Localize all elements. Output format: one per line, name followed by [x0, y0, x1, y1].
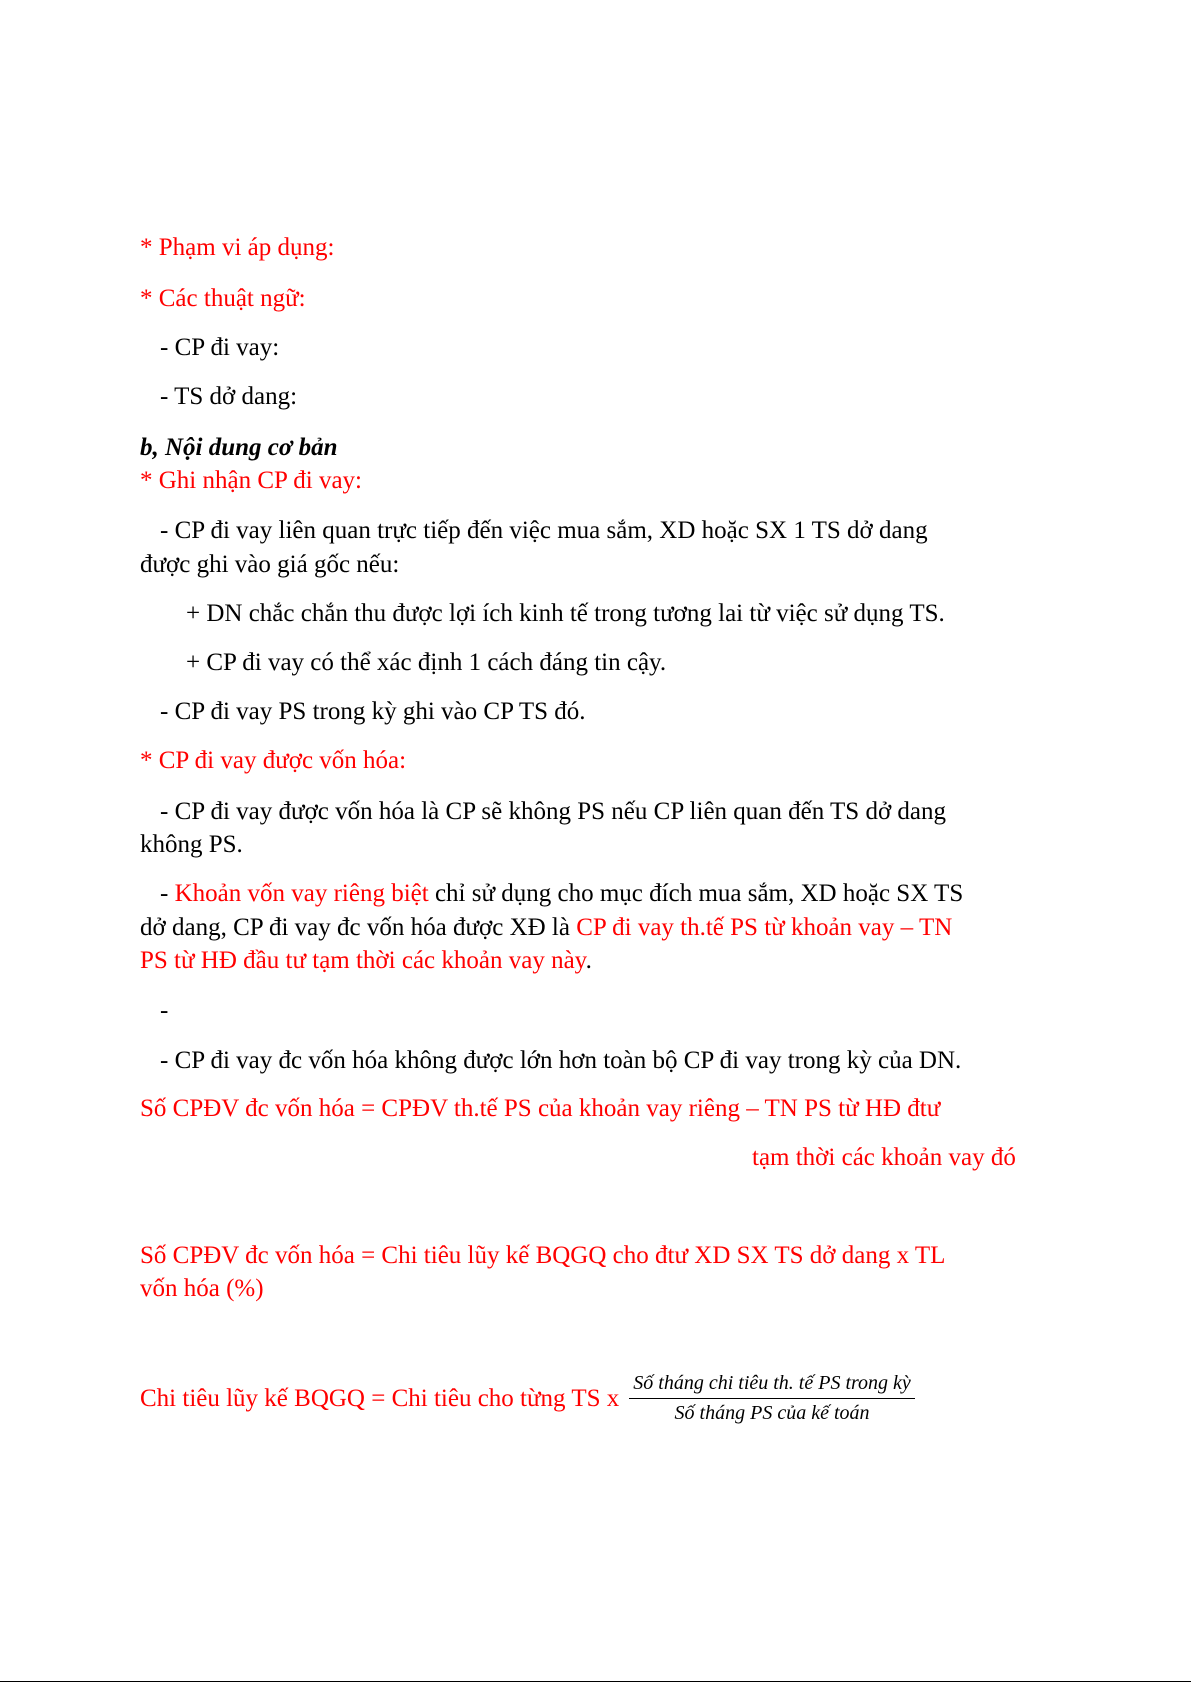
- section-heading: b, Nội dung cơ bản: [140, 434, 338, 461]
- paragraph-line: - CP đi vay đc vốn hóa không được lớn hơn toàn bộ CP đi vay trong kỳ của DN.: [160, 1047, 962, 1074]
- highlight-text: CP đi vay th.tế PS từ khoản vay – TN: [576, 914, 953, 941]
- paragraph-line: [140, 911, 952, 944]
- body-text: chỉ sử dụng cho mục đích mua sắm, XD hoặc SX TS: [428, 880, 964, 907]
- formula-specific-loan: Số CPĐV đc vốn hóa = CPĐV th.tế PS của khoản vay riêng – TN PS từ HĐ đtư: [140, 1095, 941, 1122]
- fraction-denominator: Số tháng PS của kế toán: [674, 1402, 870, 1424]
- paragraph-line: - CP đi vay PS trong kỳ ghi vào CP TS đó.: [160, 698, 586, 725]
- body-text: dở dang, CP đi vay đc vốn hóa được XĐ là: [140, 914, 577, 941]
- scope-heading: * Phạm vi áp dụng:: [140, 234, 335, 261]
- formula-specific-loan-cont: tạm thời các khoản vay đó: [752, 1144, 1016, 1171]
- formula-lhs: Chi tiêu lũy kế BQGQ = Chi tiêu cho từng TS x: [140, 1384, 620, 1412]
- formula-general-loan-cont: vốn hóa (%): [140, 1275, 264, 1302]
- paragraph-line: không PS.: [140, 831, 243, 858]
- capitalized-heading: * CP đi vay được vốn hóa:: [140, 747, 407, 774]
- footer-rule: [0, 1681, 1191, 1682]
- fraction: [629, 1372, 915, 1425]
- fraction-numerator: Số tháng chi tiêu th. tế PS trong kỳ: [633, 1372, 911, 1394]
- term-borrowing-cost: - CP đi vay:: [160, 334, 280, 361]
- dash-text: -: [160, 880, 175, 907]
- empty-bullet: -: [160, 997, 169, 1024]
- paragraph-line: [140, 944, 592, 977]
- term-wip-asset: - TS dở dang:: [160, 383, 298, 410]
- condition-item: + DN chắc chắn thu được lợi ích kinh tế trong tương lai từ việc sử dụng TS.: [186, 600, 945, 627]
- body-text: .: [585, 947, 592, 974]
- formula-general-loan: Số CPĐV đc vốn hóa = Chi tiêu lũy kế BQGQ cho đtư XD SX TS dở dang x TL: [140, 1242, 946, 1269]
- condition-item: + CP đi vay có thể xác định 1 cách đáng tin cậy.: [186, 649, 667, 676]
- highlight-text: Khoản vốn vay riêng biệt: [174, 880, 429, 907]
- paragraph-line: - CP đi vay được vốn hóa là CP sẽ không PS nếu CP liên quan đến TS dở dang: [160, 798, 947, 825]
- highlight-text: PS từ HĐ đầu tư tạm thời các khoản vay này: [140, 947, 586, 974]
- weighted-average-formula: [140, 1372, 915, 1425]
- recognition-heading: * Ghi nhận CP đi vay:: [140, 467, 362, 494]
- paragraph-line: - CP đi vay liên quan trực tiếp đến việc mua sắm, XD hoặc SX 1 TS dở dang: [160, 517, 928, 544]
- terms-heading: * Các thuật ngữ:: [140, 285, 306, 312]
- paragraph-line: được ghi vào giá gốc nếu:: [140, 551, 400, 578]
- paragraph-line: [160, 877, 963, 910]
